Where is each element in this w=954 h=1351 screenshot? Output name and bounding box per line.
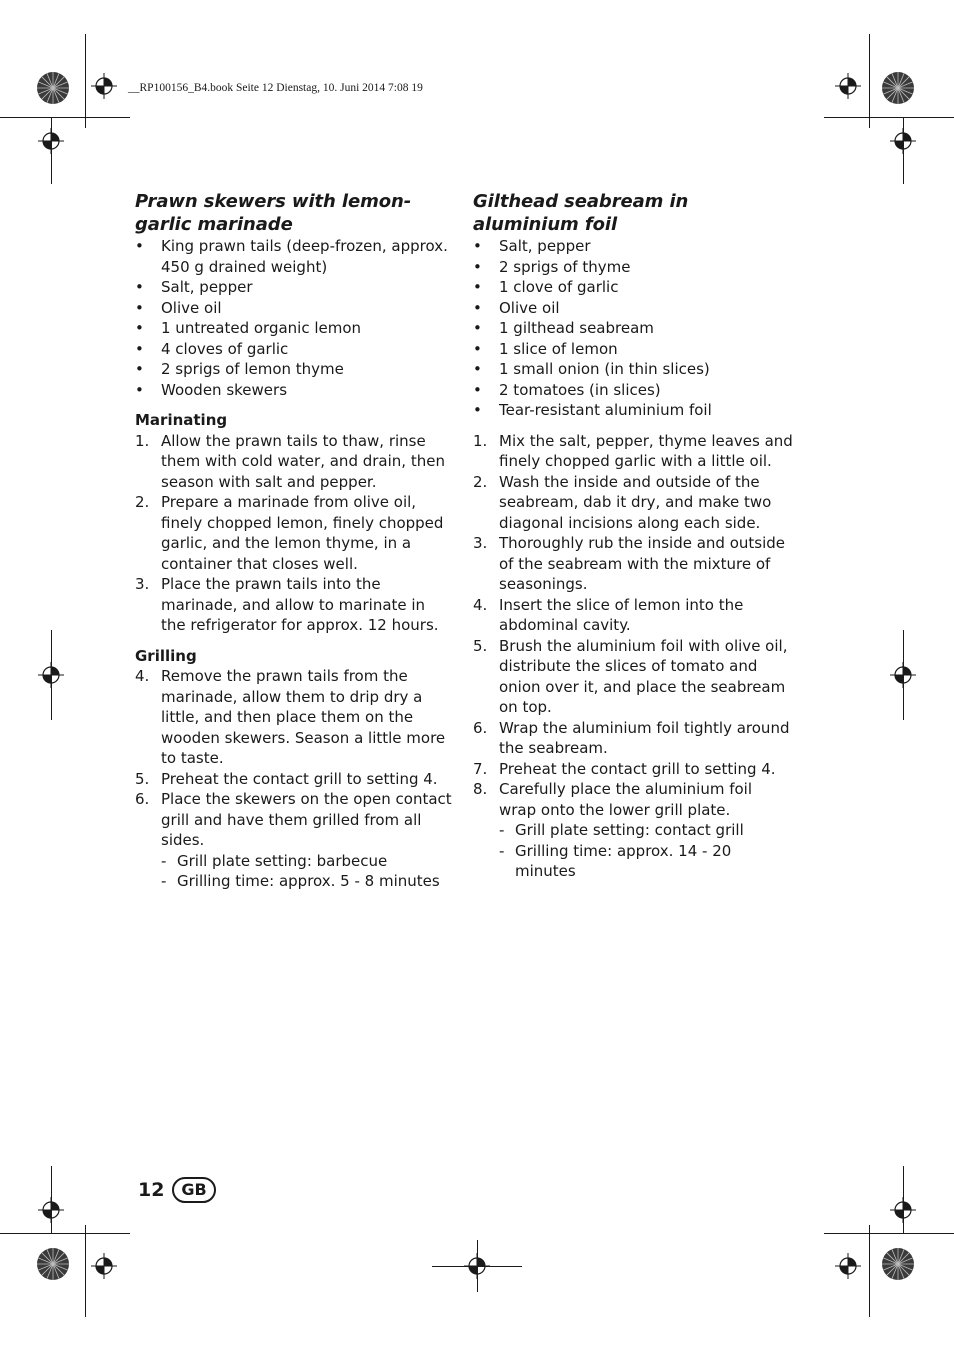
setting-item: - Grilling time: approx. 14 - 20 minutes bbox=[499, 841, 732, 880]
registration-mark-icon bbox=[91, 73, 117, 99]
language-badge: GB bbox=[172, 1177, 216, 1203]
grill-settings-list bbox=[473, 820, 793, 882]
step-item: 8. Carefully place the aluminium foil wrap onto the lower grill plate. bbox=[473, 780, 753, 819]
bullet: • bbox=[135, 278, 144, 296]
list-item: • 1 slice of lemon bbox=[473, 339, 618, 358]
step-item: 2. Prepare a marinade from olive oil, finely chopped lemon, finely chopped garlic, and the lemon thyme, in a container that closes well. bbox=[135, 493, 444, 573]
bullet: • bbox=[473, 237, 482, 255]
bullet: • bbox=[135, 298, 144, 317]
step-item: 4. Remove the prawn tails from the marinade, allow them to drip dry a little, and then place them on the wooden skewers. Season a little more to taste. bbox=[135, 667, 446, 767]
registration-mark-icon bbox=[835, 1253, 861, 1279]
bullet: • bbox=[473, 298, 482, 317]
crop-mark bbox=[85, 1225, 86, 1317]
step-item: 2. Wash the inside and outside of the seabream, dab it dry, and make two diagonal incisions along each side. bbox=[473, 472, 772, 532]
list-item: • King prawn tails (deep-frozen, approx. 450 g drained weight) bbox=[135, 237, 448, 276]
list-item: • Olive oil bbox=[473, 298, 560, 317]
list-item: • Wooden skewers bbox=[135, 380, 288, 399]
step-item: 7. Preheat the contact grill to setting 4. bbox=[473, 759, 776, 778]
bullet: • bbox=[473, 339, 482, 358]
crop-mark bbox=[0, 117, 130, 118]
marinating-steps bbox=[135, 431, 453, 636]
list-item: • 1 clove of garlic bbox=[473, 278, 619, 296]
starburst-target-icon bbox=[881, 71, 915, 105]
step-item: 6. Wrap the aluminium foil tightly around the seabream. bbox=[473, 718, 790, 757]
registration-mark-icon bbox=[890, 662, 916, 688]
crop-mark bbox=[824, 117, 954, 118]
bullet: • bbox=[473, 380, 482, 399]
list-item: • 2 tomatoes (in slices) bbox=[473, 380, 661, 399]
step-item: 3. Thoroughly rub the inside and outside of the seabream with the mixture of seasonings. bbox=[473, 534, 786, 593]
bullet: • bbox=[135, 380, 144, 399]
preparation-steps bbox=[473, 431, 793, 821]
bullet: • bbox=[135, 360, 144, 378]
registration-mark-icon bbox=[91, 1253, 117, 1279]
recipe-title: Gilthead seabream in aluminium foil bbox=[473, 191, 689, 235]
registration-mark-icon bbox=[38, 1197, 64, 1223]
section-heading-marinating: Marinating bbox=[135, 411, 228, 429]
page-number: 12 bbox=[138, 1179, 165, 1201]
bullet: • bbox=[473, 319, 482, 337]
list-item: • Salt, pepper bbox=[473, 237, 591, 255]
registration-mark-icon bbox=[38, 662, 64, 688]
bullet: • bbox=[135, 339, 144, 358]
list-item: • Tear-resistant aluminium foil bbox=[473, 401, 712, 419]
crop-mark bbox=[869, 34, 870, 128]
step-item: 5. Brush the aluminium foil with olive oil, distribute the slices of tomato and onion over it, and place the seabream on top. bbox=[473, 636, 788, 716]
grilling-steps bbox=[135, 666, 453, 851]
registration-mark-icon bbox=[464, 1253, 490, 1279]
registration-mark-icon bbox=[38, 128, 64, 154]
starburst-target-icon bbox=[36, 1247, 70, 1281]
grill-settings-list bbox=[135, 851, 453, 892]
starburst-target-icon bbox=[881, 1247, 915, 1281]
list-item: • 1 gilthead seabream bbox=[473, 319, 654, 337]
list-item: • 4 cloves of garlic bbox=[135, 339, 289, 358]
print-file-header: __RP100156_B4.book Seite 12 Dienstag, 10. Juni 2014 7:08 19 bbox=[128, 82, 423, 94]
setting-item: - Grill plate setting: contact grill bbox=[499, 821, 744, 839]
starburst-target-icon bbox=[36, 71, 70, 105]
list-item: • Salt, pepper bbox=[135, 278, 253, 296]
bullet: • bbox=[473, 401, 482, 419]
registration-mark-icon bbox=[890, 128, 916, 154]
crop-mark bbox=[0, 1233, 130, 1234]
section-heading-grilling: Grilling bbox=[135, 646, 197, 665]
step-item: 1. Allow the prawn tails to thaw, rinse them with cold water, and drain, then season with salt and pepper. bbox=[135, 431, 445, 491]
ingredient-list bbox=[473, 236, 793, 421]
bullet: • bbox=[473, 257, 482, 276]
bullet: • bbox=[135, 237, 144, 255]
list-item: • 1 untreated organic lemon bbox=[135, 319, 362, 337]
list-item: • 1 small onion (in thin slices) bbox=[473, 360, 710, 378]
step-item: 3. Place the prawn tails into the marinade, and allow to marinate in the refrigerator for approx. 12 hours. bbox=[135, 575, 439, 634]
registration-mark-icon bbox=[835, 73, 861, 99]
step-item: 6. Place the skewers on the open contact grill and have them grilled from all sides. bbox=[135, 790, 452, 849]
setting-item: - Grill plate setting: barbecue bbox=[161, 851, 388, 870]
list-item: • 2 sprigs of thyme bbox=[473, 257, 631, 276]
list-item: • Olive oil bbox=[135, 298, 222, 317]
recipe-gilthead-seabream bbox=[473, 190, 793, 882]
list-item: • 2 sprigs of lemon thyme bbox=[135, 360, 344, 378]
spacer bbox=[473, 421, 793, 431]
bullet: • bbox=[473, 278, 482, 296]
step-item: 5. Preheat the contact grill to setting 4. bbox=[135, 769, 438, 788]
recipe-title: Prawn skewers with lemon-garlic marinade bbox=[135, 191, 412, 235]
crop-mark bbox=[869, 1225, 870, 1317]
recipe-prawn-skewers bbox=[135, 190, 453, 892]
registration-mark-icon bbox=[890, 1197, 916, 1223]
step-item: 4. Insert the slice of lemon into the abdominal cavity. bbox=[473, 595, 744, 634]
step-item: 1. Mix the salt, pepper, thyme leaves and finely chopped garlic with a little oil. bbox=[473, 431, 793, 470]
bullet: • bbox=[135, 319, 144, 337]
setting-item: - Grilling time: approx. 5 - 8 minutes bbox=[161, 872, 440, 890]
bullet: • bbox=[473, 360, 482, 378]
ingredient-list bbox=[135, 236, 453, 400]
crop-mark bbox=[824, 1233, 954, 1234]
crop-mark bbox=[85, 34, 86, 128]
